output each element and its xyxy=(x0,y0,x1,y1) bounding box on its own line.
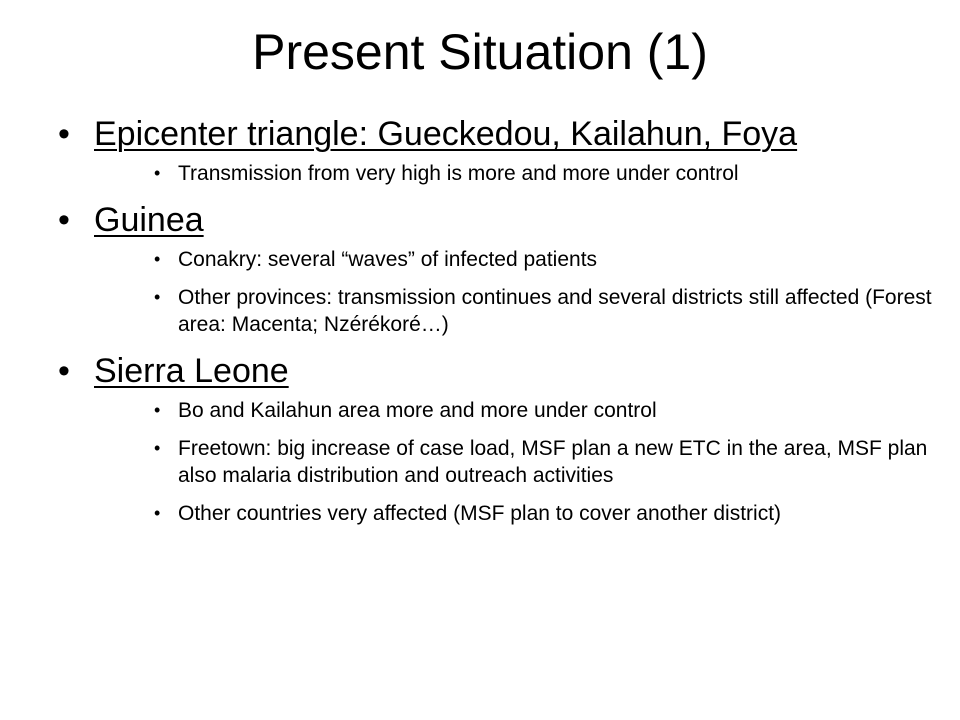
sub-bullet-item xyxy=(154,500,936,527)
bullet-icon: • xyxy=(58,352,70,390)
sub-bullet-text: Freetown: big increase of case load, MSF plan a new ETC in the area, MSF plan also malaria distribution and outreach activities xyxy=(178,437,928,487)
sub-bullet-icon: • xyxy=(154,503,161,523)
sub-bullet-icon: • xyxy=(154,400,161,420)
section-sierra-leone xyxy=(56,349,936,527)
sub-bullet-item xyxy=(154,246,936,273)
sub-bullet-icon: • xyxy=(154,438,161,458)
sub-bullet-icon: • xyxy=(154,249,161,269)
sub-bullet-text: Other countries very affected (MSF plan to cover another district) xyxy=(178,502,782,525)
bullet-icon: • xyxy=(58,201,70,239)
section-heading xyxy=(56,349,936,393)
heading-guinea: Guinea xyxy=(94,201,204,239)
bullet-icon: • xyxy=(58,115,70,153)
sub-bullet-item xyxy=(154,160,936,187)
sub-bullet-icon: • xyxy=(154,287,161,307)
sub-bullet-icon: • xyxy=(154,163,161,183)
sub-bullet-list xyxy=(56,160,936,187)
sub-bullet-text: Bo and Kailahun area more and more under control xyxy=(178,399,657,422)
sub-bullet-text: Conakry: several “waves” of infected patients xyxy=(178,248,598,271)
sub-bullet-text: Other provinces: transmission continues and several districts still affected (Forest area: Macenta; Nzérékoré…) xyxy=(178,286,932,336)
slide-content xyxy=(56,112,936,538)
sub-bullet-item xyxy=(154,284,936,338)
heading-sierra-leone: Sierra Leone xyxy=(94,352,289,390)
slide-title: Present Situation (1) xyxy=(252,24,708,80)
sub-bullet-list xyxy=(56,246,936,338)
section-epicenter xyxy=(56,112,936,187)
section-heading xyxy=(56,112,936,156)
section-guinea xyxy=(56,198,936,338)
sub-bullet-item xyxy=(154,397,936,424)
section-heading xyxy=(56,198,936,242)
sub-bullet-item xyxy=(154,435,936,489)
sub-bullet-list xyxy=(56,397,936,527)
sub-bullet-text: Transmission from very high is more and more under control xyxy=(178,162,739,185)
heading-epicenter: Epicenter triangle: Gueckedou, Kailahun, Foya xyxy=(94,115,798,153)
